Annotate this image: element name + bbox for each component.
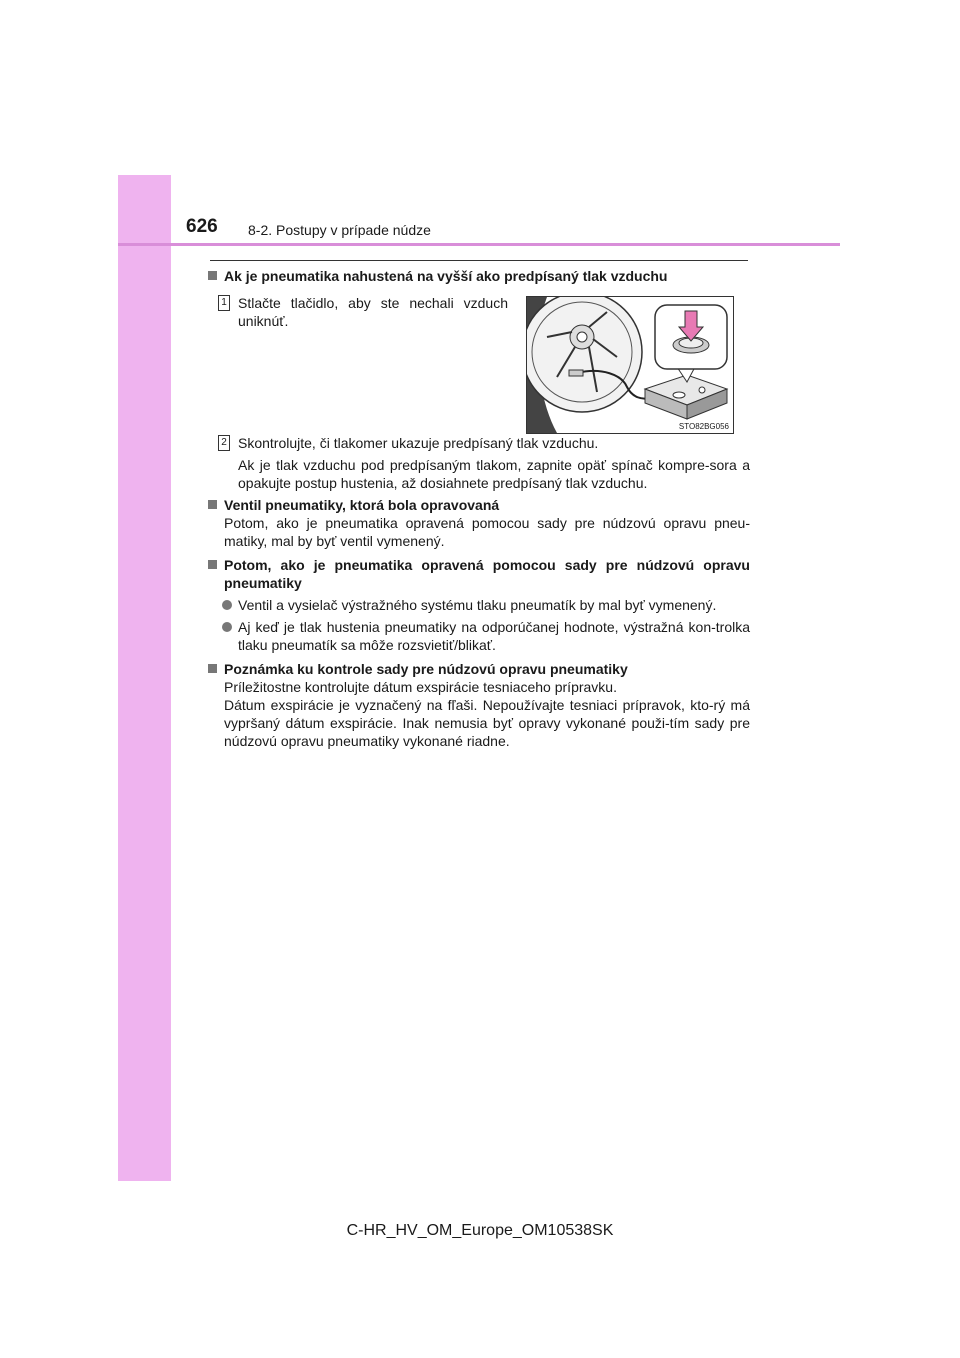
heading-kit-check: Poznámka ku kontrole sady pre núdzovú opravu pneumatiky <box>208 660 750 678</box>
square-bullet-icon <box>208 500 217 509</box>
header-divider <box>118 243 840 246</box>
square-bullet-icon <box>208 664 217 673</box>
step-2 <box>208 434 750 452</box>
sidebar-band <box>118 175 171 1181</box>
heading-after-repair: Potom, ako je pneumatika opravená pomocou sady pre núdzovú opravu pneumatiky <box>208 556 750 592</box>
square-bullet-icon <box>208 560 217 569</box>
tire-compressor-drawing <box>527 297 733 433</box>
footer-doc-id: C-HR_HV_OM_Europe_OM10538SK <box>346 1222 614 1239</box>
circle-bullet-icon <box>222 600 232 610</box>
step-text: Stlačte tlačidlo, aby ste nechali vzduch uniknúť. <box>238 295 508 329</box>
section-title: 8-2. Postupy v prípade núdze <box>248 222 431 238</box>
step-1 <box>208 294 508 330</box>
heading-overinflated: Ak je pneumatika nahustená na vyšší ako predpísaný tlak vzduchu <box>208 267 750 285</box>
circle-bullet-icon <box>222 622 232 632</box>
page-number: 626 <box>186 216 218 237</box>
step-number: 1 <box>218 295 230 311</box>
kit-check-body-1: Príležitostne kontrolujte dátum exspirácie tesniaceho prípravku. <box>224 679 617 695</box>
step-text: Skontrolujte, či tlakomer ukazuje predpísaný tlak vzduchu. <box>238 435 599 451</box>
valve-body: Potom, ako je pneumatika opravená pomocou sady pre núdzovú opravu pneu-matiky, mal by byť ventil vymenený. <box>224 515 750 549</box>
illustration-tire-compressor <box>526 296 734 434</box>
step-number: 2 <box>218 435 230 451</box>
figure-caption: STO82BG056 <box>678 422 729 431</box>
square-bullet-icon <box>208 271 217 280</box>
content-rule <box>210 260 748 261</box>
bullet-item: Ventil a vysielač výstražného systému tlaku pneumatík by mal byť vymenený. <box>208 596 750 614</box>
heading-valve: Ventil pneumatiky, ktorá bola opravovaná <box>208 496 750 514</box>
bullet-item: Aj keď je tlak hustenia pneumatiky na odporúčanej hodnote, výstražná kon-trolka tlaku pneumatík sa môže rozsvietiť/blikať. <box>208 618 750 654</box>
step-2-note: Ak je tlak vzduchu pod predpísaným tlakom, zapnite opäť spínač kompre-sora a opakujte postup hustenia, až dosiahnete predpísaný tlak vzduchu. <box>238 457 750 491</box>
kit-check-body-2: Dátum exspirácie je vyznačený na fľaši. Nepoužívajte tesniaci prípravok, kto-rý má vypršaný dátum exspirácie. Inak nemusia byť opravy vykonané použi-tím sady pre núdzovú opravu pneumatiky vykonané riadne. <box>224 697 750 749</box>
